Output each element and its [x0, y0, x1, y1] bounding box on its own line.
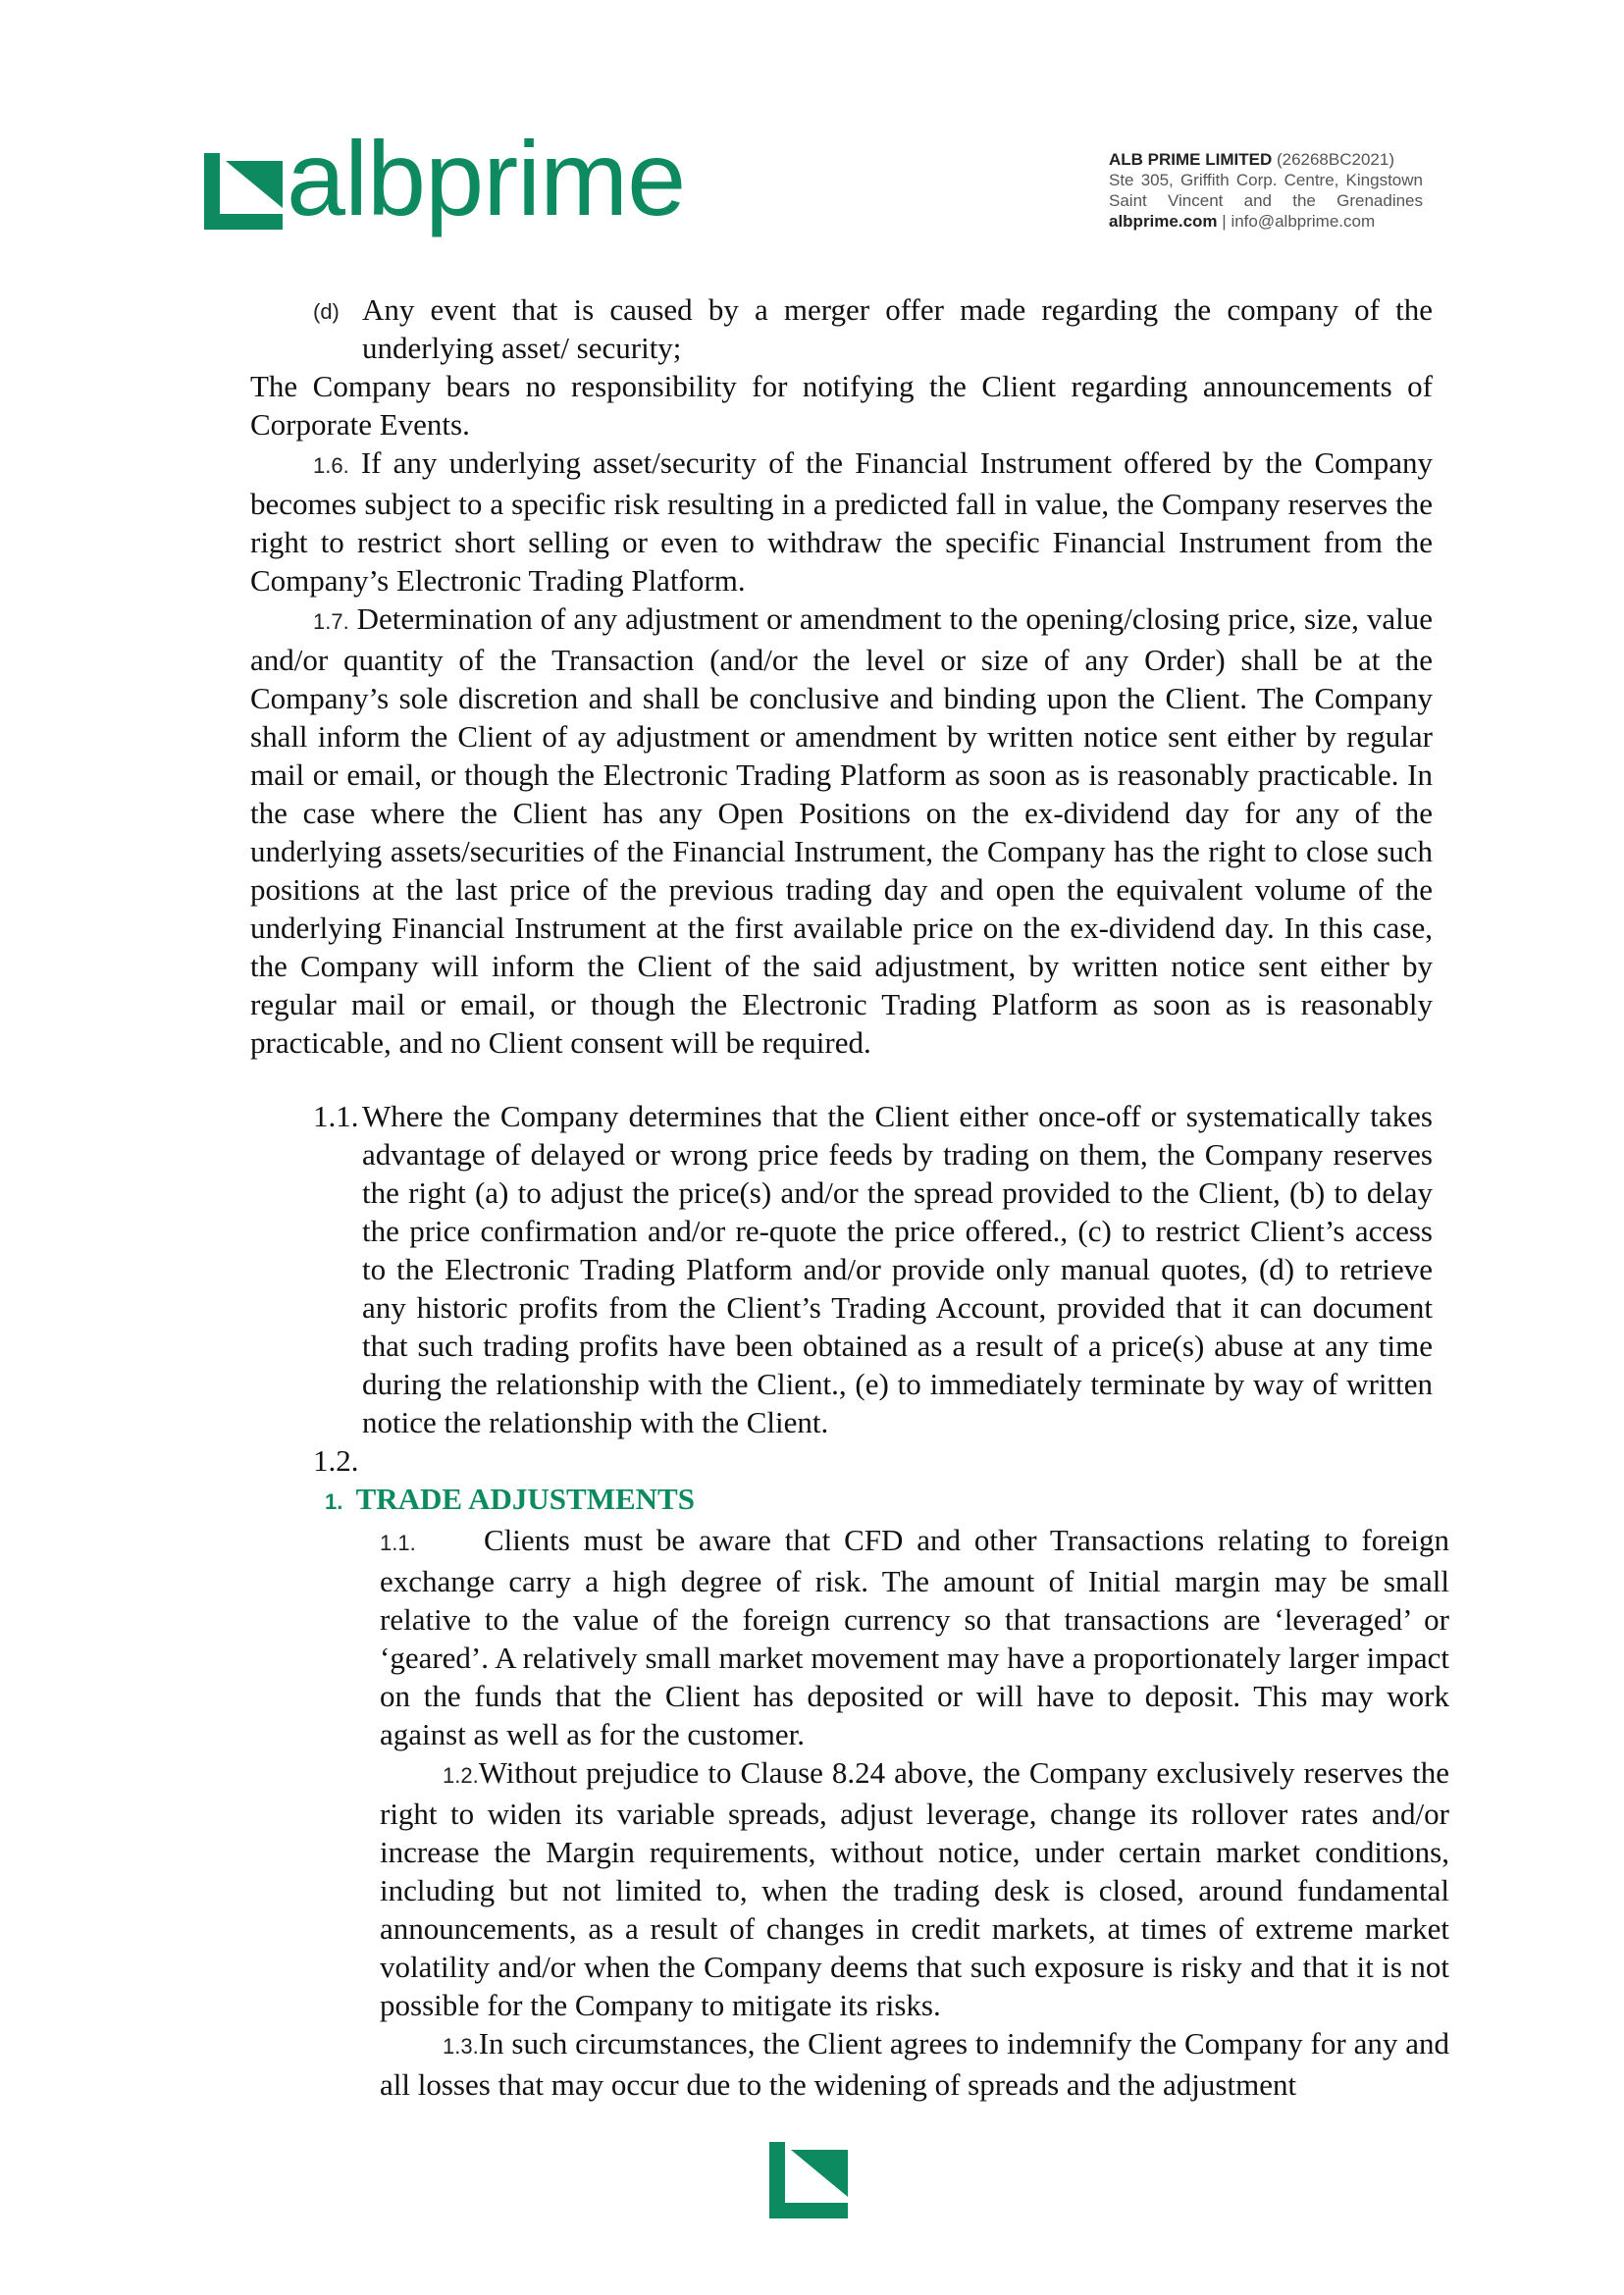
section-number: 1. [325, 1489, 343, 1514]
clause-1-1-text: Where the Company determines that the Client either once-off or systematically takes advantage of delayed or wrong price feeds by trading on them, the Company reserves the right (a) to adjust the price(s) and/or the spread provided to the Client, (b) to delay the price confirmation and/or re-quote the price offered., (c) to restrict Client’s access to the Electronic Trading Platform and/or provide only manual quotes, (d) to retrieve any historic profits from the Client’s Trading Account, provided that it can document that such trading profits have been obtained as a result of a price(s) abuse at any time during the relationship with the Client., (e) to immediately terminate by way of written notice the relationship with the Client. [362, 1099, 1433, 1439]
clause-1-6-text: If any underlying asset/security of the Financial Instrument offered by the Company becomes subject to a specific risk resulting in a predicted fall in value, the Company reserves the right to restrict short selling or even to withdraw the specific Financial Instrument from the Company’s Electronic Trading Platform. [250, 445, 1433, 598]
website-link[interactable]: albprime.com [1109, 212, 1218, 231]
address-line-1: Ste 305, Griffith Corp. Centre, Kingstown [1109, 171, 1423, 189]
item-d-text: Any event that is caused by a merger offer made regarding the company of the underlying asset/ security; [362, 292, 1433, 365]
clause-1-1-price-abuse [250, 1097, 1433, 1441]
clause-1-7 [250, 600, 1433, 1062]
section-title: TRADE ADJUSTMENTS [355, 1482, 695, 1516]
logo-mark-icon [204, 153, 283, 230]
sub-clause-1-1-number: 1.1. [380, 1531, 416, 1555]
company-name-line [1109, 149, 1423, 170]
email-link[interactable]: info@albprime.com [1231, 212, 1376, 231]
sub-clause-1-3 [250, 2024, 1449, 2104]
corporate-events-paragraph: The Company bears no responsibility for notifying the Client regarding announcements of Corporate Events. [250, 369, 1433, 442]
address-line-2: Saint Vincent and the Grenadines [1109, 191, 1423, 210]
clause-1-7-text: Determination of any adjustment or amendment to the opening/closing price, size, value and/or quantity of the Transaction (and/or the level or size of any Order) shall be at the Company’s sole discretion and shall be conclusive and binding upon the Client. The Company shall inform the Client of ay adjustment or amendment by written notice sent either by regular mail or email, or though the Electronic Trading Platform as soon as is reasonably practicable. In the case where the Client has any Open Positions on the ex-dividend day for any of the underlying assets/securities of the Financial Instrument, the Company has the right to close such positions at the last price of the previous trading day and open the equivalent volume of the underlying Financial Instrument at the first available price on the ex-dividend day. In this case, the Company will inform the Client of the said adjustment, by written notice sent either by regular mail or email, or though the Electronic Trading Platform as soon as is reasonably practicable, and no Client consent will be required. [250, 601, 1433, 1060]
sub-clause-1-2-text: Without prejudice to Clause 8.24 above, the Company exclusively reserves the right to widen its variable spreads, adjust leverage, change its rollover rates and/or increase the Margin requirements, without notice, under certain market conditions, including but not limited to, when the trading desk is closed, around fundamental announcements, as a result of changes in credit markets, at times of extreme market volatility and/or when the Company deems that such exposure is risky and that it is not possible for the Company to mitigate its risks. [380, 1755, 1449, 2022]
spacer [250, 1062, 1433, 1097]
sub-clause-1-1-text: Clients must be aware that CFD and other Transactions relating to foreign exchange carry a high degree of risk. The amount of Initial margin may be small relative to the value of the foreign currency so that transactions are ‘leveraged’ or ‘geared’. A relatively small market movement may have a proportionately larger impact on the funds that the Client has deposited or will have to deposit. This may work against as well as for the customer. [380, 1523, 1449, 1751]
contact-line [1109, 211, 1423, 232]
logo-wordmark: albprime [287, 119, 686, 237]
company-name: ALB PRIME LIMITED [1109, 150, 1273, 169]
sub-clause-1-2 [250, 1753, 1449, 2024]
sub-clause-1-3-text: In such circumstances, the Client agrees to indemnify the Company for any and all losses that may occur due to the widening of spreads and the adjustment [380, 2026, 1449, 2102]
footer-logo-icon [769, 2142, 848, 2218]
clause-1-2-empty: 1.2. [313, 1443, 359, 1478]
clause-1-1-number: 1.1. [313, 1099, 359, 1133]
clause-1-7-number: 1.7. [313, 609, 349, 634]
document-body [250, 290, 1449, 2104]
company-registration: (26268BC2021) [1276, 150, 1394, 169]
item-d-label: (d) [313, 299, 340, 324]
company-info [1109, 149, 1423, 232]
section-heading-trade-adjustments [250, 1480, 1433, 1521]
sub-clause-1-1 [250, 1521, 1449, 1753]
sub-clause-1-3-number: 1.3. [443, 2034, 479, 2059]
sub-clause-1-2-number: 1.2. [443, 1763, 479, 1788]
clause-1-6-number: 1.6. [313, 453, 349, 478]
contact-separator: | [1222, 212, 1227, 231]
item-d [250, 290, 1433, 367]
albprime-logo [204, 119, 686, 245]
clause-1-6 [250, 443, 1433, 600]
